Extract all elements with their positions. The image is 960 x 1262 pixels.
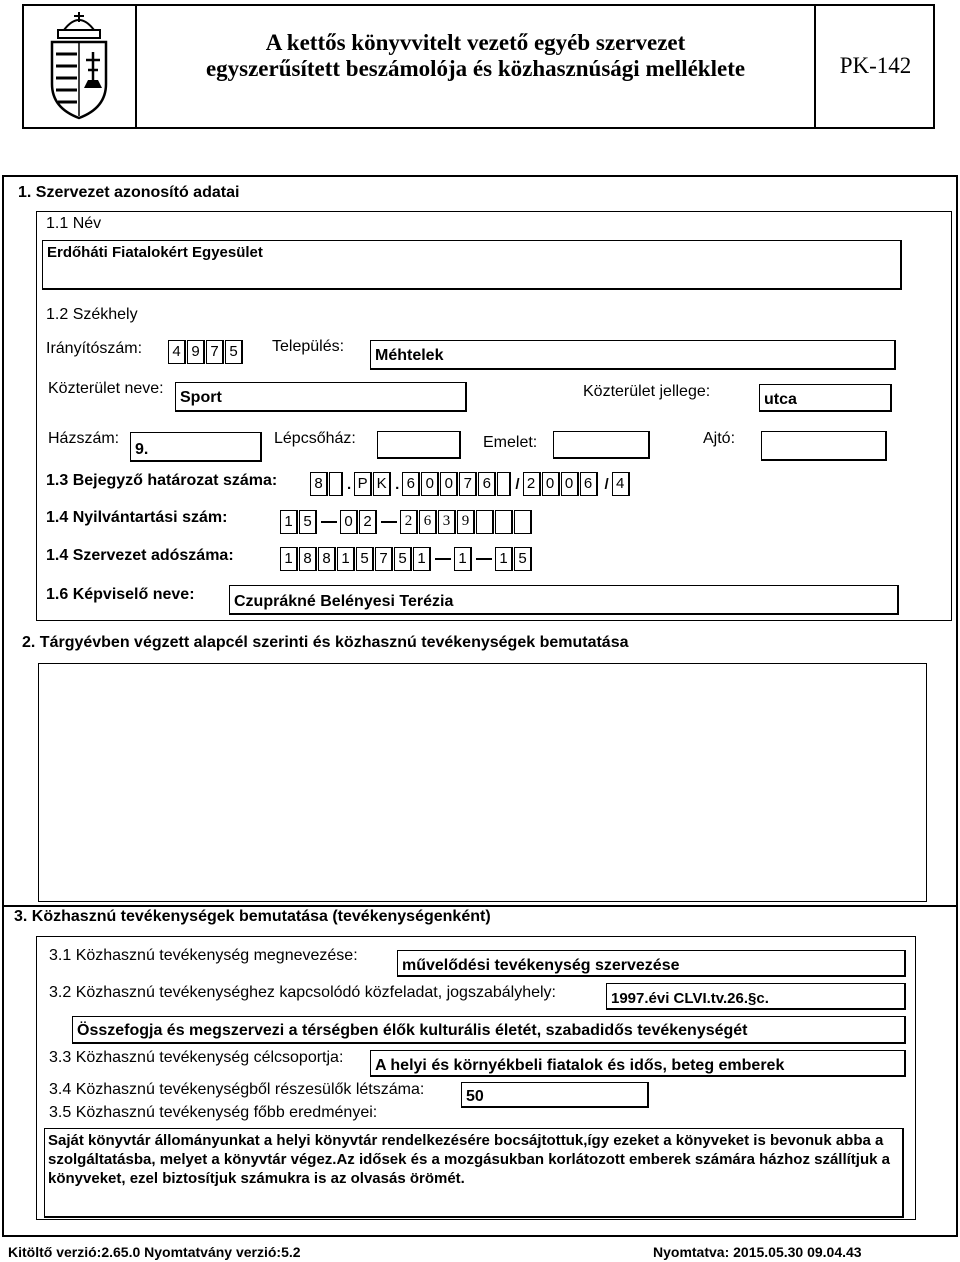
city-label: Település:: [272, 338, 345, 355]
city-field[interactable]: [370, 340, 896, 370]
registry-cell[interactable]: 1: [280, 510, 298, 534]
tax-cell[interactable]: 1: [454, 547, 472, 571]
section2-heading: 2. Tárgyévben végzett alapcél szerinti és közhasznú tevékenységek bemutatása: [22, 634, 629, 651]
decision-cell[interactable]: [497, 472, 511, 496]
registry-dash: [381, 521, 397, 523]
decision-slash: /: [604, 475, 609, 493]
tax-dash: [476, 558, 492, 560]
name-label: 1.1 Név: [46, 215, 102, 232]
representative-field[interactable]: [229, 585, 899, 615]
decision-cell[interactable]: [329, 472, 343, 496]
section3-heading: 3. Közhasznú tevékenységek bemutatása (tevékenységenként): [14, 908, 491, 925]
tax-cell[interactable]: 8: [318, 547, 336, 571]
name-value: Erdőháti Fiatalokért Egyesület: [47, 244, 263, 261]
staircase-field[interactable]: [377, 431, 461, 459]
registry-cell[interactable]: 3: [438, 510, 456, 534]
street-type-label: Közterület jellege:: [583, 383, 711, 400]
decision-cell[interactable]: 0: [421, 472, 439, 496]
decision-dot: .: [395, 475, 400, 493]
beneficiaries-field[interactable]: [461, 1082, 649, 1108]
activity-name-field[interactable]: [397, 950, 906, 977]
decision-cell[interactable]: 0: [440, 472, 458, 496]
representative-value: Czuprákné Belényesi Terézia: [234, 593, 454, 610]
tax-cell[interactable]: 1: [495, 547, 513, 571]
decision-cell[interactable]: 0: [542, 472, 560, 496]
title-line-2: egyszerűsített beszámolója és közhasznúsági melléklete: [205, 56, 746, 81]
decision-cell[interactable]: 6: [580, 472, 598, 496]
decision-cell[interactable]: 8: [310, 472, 328, 496]
decision-dot: .: [347, 475, 352, 493]
door-field[interactable]: [761, 431, 887, 461]
tax-cell[interactable]: 5: [394, 547, 412, 571]
zip-cells[interactable]: [168, 340, 244, 364]
registry-cell[interactable]: 2: [400, 510, 418, 534]
zip-label: Irányítószám:: [46, 340, 143, 357]
public-task-field[interactable]: [606, 983, 906, 1010]
tax-number-label: 1.4 Szervezet adószáma:: [46, 547, 234, 564]
door-label: Ajtó:: [703, 430, 736, 447]
tax-cell[interactable]: 8: [299, 547, 317, 571]
footer-printed: Nyomtatva: 2015.05.30 09.04.43: [653, 1244, 862, 1260]
registration-decision-label: 1.3 Bejegyző határozat száma:: [46, 472, 278, 489]
registry-cell[interactable]: [476, 510, 494, 534]
house-number-field[interactable]: [130, 432, 262, 462]
house-number-value: 9.: [135, 441, 149, 458]
zip-digit[interactable]: 5: [225, 340, 243, 364]
registry-cell[interactable]: [495, 510, 513, 534]
zip-digit[interactable]: 9: [187, 340, 205, 364]
tax-dash: [435, 558, 451, 560]
street-type-value: utca: [764, 391, 797, 408]
decision-cell[interactable]: P: [354, 472, 372, 496]
tax-cell[interactable]: 1: [413, 547, 431, 571]
registry-number-label: 1.4 Nyilvántartási szám:: [46, 509, 228, 526]
tax-cell[interactable]: 5: [514, 547, 532, 571]
tax-cell[interactable]: 1: [280, 547, 298, 571]
public-task-description-value: Összefogja és megszervezi a térségben élők kulturális életét, szabadidős tevékenységét: [77, 1022, 748, 1039]
decision-cell[interactable]: 2: [523, 472, 541, 496]
seat-label: 1.2 Székhely: [46, 306, 138, 323]
registry-cell[interactable]: 9: [457, 510, 475, 534]
street-label: Közterület neve:: [48, 380, 164, 397]
results-value: Saját könyvtár állományunkat a helyi könyvtár rendelkezésére bocsájtottuk,így ezeket a könyveket is bevonuk abba a szolgáltatásba, melyet a könyvtár végez.Az idősek és a mozgásukban korlátozott emberek számára házhoz szállítjuk a könyveket, ezel biztosítjuk számukra is az olvasás örömét.: [48, 1132, 890, 1187]
registry-cell[interactable]: 6: [419, 510, 437, 534]
activity-name-label: 3.1 Közhasznú tevékenység megnevezése:: [49, 947, 358, 964]
target-group-field[interactable]: [370, 1050, 906, 1077]
staircase-label: Lépcsőház:: [274, 430, 356, 447]
street-field[interactable]: [175, 382, 467, 412]
title-line-1: A kettős könyvvitelt vezető egyéb szervezet: [265, 30, 686, 55]
floor-label: Emelet:: [483, 434, 538, 451]
name-field[interactable]: [42, 240, 902, 290]
document-title: [137, 30, 814, 82]
target-group-label: 3.3 Közhasznú tevékenység célcsoportja:: [49, 1049, 344, 1066]
registry-cell[interactable]: [514, 510, 532, 534]
zip-digit[interactable]: 7: [206, 340, 224, 364]
tax-cell[interactable]: 5: [356, 547, 374, 571]
results-field[interactable]: [44, 1128, 904, 1218]
decision-cell[interactable]: 6: [402, 472, 420, 496]
target-group-value: A helyi és környékbeli fiatalok és idős, beteg emberek: [375, 1057, 785, 1074]
street-value: Sport: [180, 389, 222, 406]
public-task-description-field[interactable]: [72, 1016, 906, 1044]
coat-of-arms-icon: [44, 8, 114, 124]
decision-cell[interactable]: 6: [478, 472, 496, 496]
tax-number-cells[interactable]: [280, 547, 533, 571]
beneficiaries-value: 50: [466, 1088, 484, 1105]
city-value: Méhtelek: [375, 347, 444, 364]
street-type-field[interactable]: [759, 384, 892, 412]
registry-cell[interactable]: 0: [340, 510, 358, 534]
decision-cell[interactable]: 4: [612, 472, 630, 496]
form-code: PK-142: [839, 53, 912, 78]
activity-name-value: művelődési tevékenység szervezése: [402, 957, 680, 974]
representative-label: 1.6 Képviselő neve:: [46, 586, 195, 603]
registry-dash: [321, 521, 337, 523]
results-label: 3.5 Közhasznú tevékenység főbb eredményei:: [49, 1104, 378, 1121]
public-task-value: 1997.évi CLVI.tv.26.§c.: [611, 990, 769, 1007]
registry-cell[interactable]: 5: [299, 510, 317, 534]
floor-field[interactable]: [553, 431, 650, 459]
decision-cell[interactable]: K: [373, 472, 391, 496]
footer-version: Kitöltő verzió:2.65.0 Nyomtatvány verzió:5.2: [8, 1244, 301, 1260]
registration-decision-cells[interactable]: [310, 472, 631, 496]
zip-digit[interactable]: 4: [168, 340, 186, 364]
public-task-label: 3.2 Közhasznú tevékenységhez kapcsolódó közfeladat, jogszabályhely:: [49, 984, 556, 1001]
decision-cell[interactable]: 0: [561, 472, 579, 496]
decision-cell[interactable]: 7: [459, 472, 477, 496]
registry-cell[interactable]: 2: [359, 510, 377, 534]
tax-cell[interactable]: 1: [337, 547, 355, 571]
house-number-label: Házszám:: [48, 430, 120, 447]
tax-cell[interactable]: 7: [375, 547, 393, 571]
decision-slash: /: [515, 475, 520, 493]
beneficiaries-label: 3.4 Közhasznú tevékenységből részesülők létszáma:: [49, 1081, 425, 1098]
registry-number-cells[interactable]: [280, 510, 533, 534]
section1-heading: 1. Szervezet azonosító adatai: [18, 184, 240, 201]
section2-content-box[interactable]: [38, 663, 927, 902]
